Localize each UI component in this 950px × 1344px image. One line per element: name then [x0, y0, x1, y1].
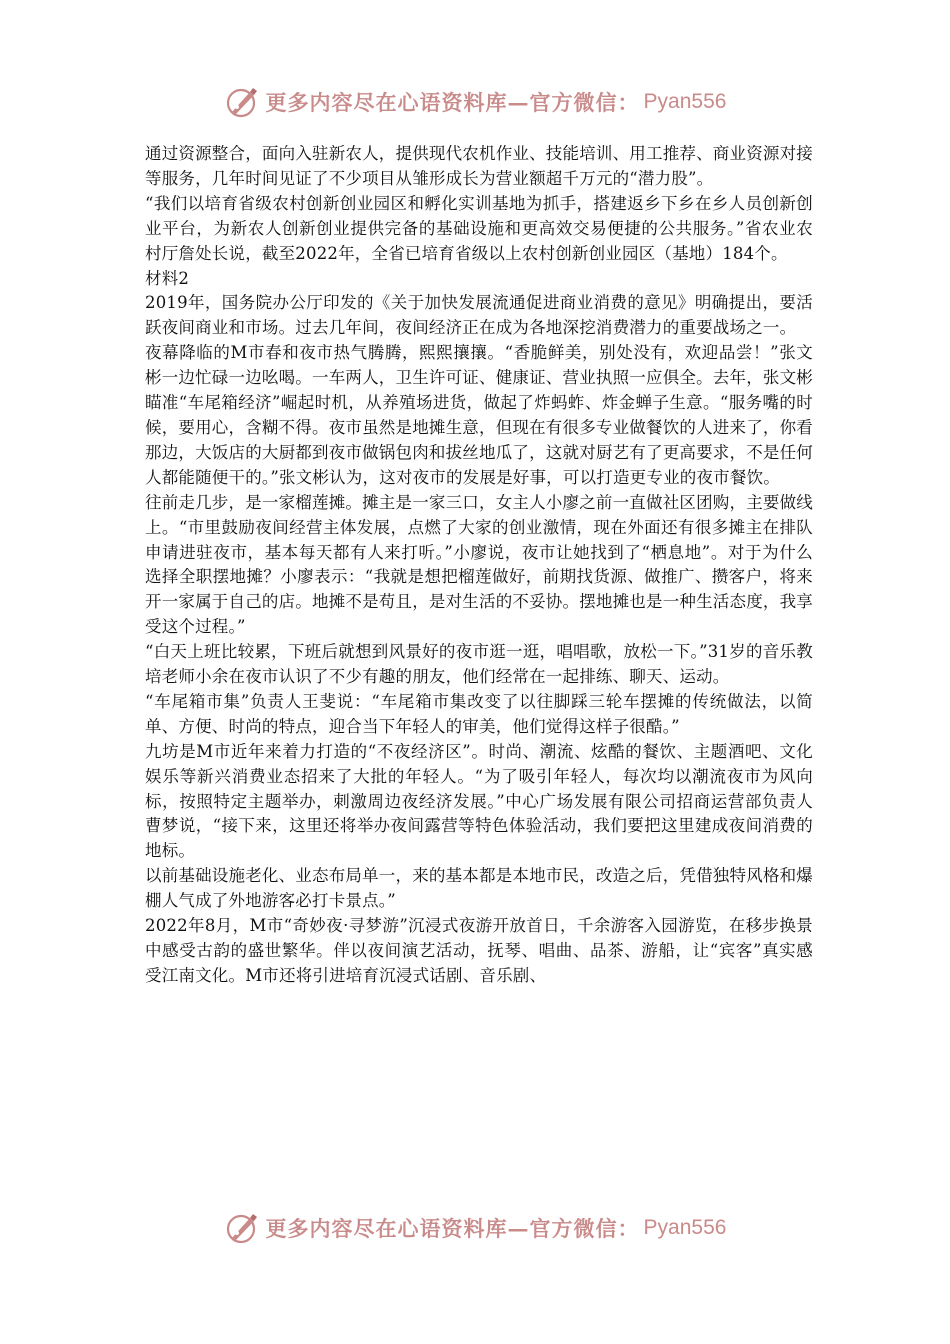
paragraph: 以前基础设施老化、业态布局单一，来的基本都是本地市民，改造之后，凭借独特风格和爆棚人气成了外地游客必打卡景点。” [145, 866, 813, 911]
paragraph: 2022年8月，M市“奇妙夜·寻梦游”沉浸式夜游开放首日，千余游客入园游览，在移步换景中感受古韵的盛世繁华。伴以夜间演艺活动，抚琴、唱曲、品茶、游船，让“宾客”真实感受江南文化。M市还将引进培育沉浸式话剧、音乐剧、 [145, 916, 813, 985]
section-heading: 材料2 [145, 268, 190, 288]
paragraph: “白天上班比较累，下班后就想到风景好的夜市逛一逛，唱唱歌，放松一下。”31岁的音乐教培老师小余在夜市认识了不少有趣的朋友，他们经常在一起排练、聊天、运动。 [145, 642, 813, 687]
paragraph: “我们以培育省级农村创新创业园区和孵化实训基地为抓手，搭建返乡下乡在乡人员创新创业平台，为新农人创新创业提供完备的基础设施和更高效交易便捷的公共服务。”省农业农村厅詹处长说，截至2022年，全省已培育省级以上农村创新创业园区（基地）184个。 [145, 193, 813, 263]
pen-logo-icon [224, 84, 260, 120]
paragraph: 通过资源整合，面向入驻新农人，提供现代农机作业、技能培训、用工推荐、商业资源对接等服务，几年时间见证了不少项目从雏形成长为营业额超千万元的“潜力股”。 [145, 144, 813, 188]
paragraph: 九坊是M市近年来着力打造的“不夜经济区”。时尚、潮流、炫酷的餐饮、主题酒吧、文化娱乐等新兴消费业态招来了大批的年轻人。“为了吸引年轻人，每次均以潮流夜市为风向标，按照特定主题举办，刺激周边夜经济发展。”中心广场发展有限公司招商运营部负责人曹梦说，“接下来，这里还将举办夜间露营等特色体验活动，我们要把这里建成夜间消费的地标。 [145, 741, 813, 861]
pen-logo-icon [224, 1210, 260, 1246]
paragraph: 2019年，国务院办公厅印发的《关于加快发展流通促进商业消费的意见》明确提出，要活跃夜间商业和市场。过去几年间，夜间经济正在成为各地深挖消费潜力的重要战场之一。 [145, 293, 813, 338]
header-banner [0, 82, 950, 122]
paragraph: 夜幕降临的M市春和夜市热气腾腾，熙熙攘攘。“香脆鲜美，别处没有，欢迎品尝！”张文彬一边忙碌一边吆喝。一车两人，卫生许可证、健康证、营业执照一应俱全。去年，张文彬瞄准“车尾箱经济”崛起时机，从养殖场进货，做起了炸蚂蚱、炸金蝉子生意。“服务嘴的时候，要用心，含糊不得。夜市虽然是地摊生意，但现在有很多专业做餐饮的人进来了，你看那边，大饭店的大厨都到夜市做锅包肉和拔丝地瓜了，这就对厨艺有了更高要求，不是任何人都能随便干的。”张文彬认为，这对夜市的发展是好事，可以打造更专业的夜市餐饮。 [145, 343, 813, 487]
wechat-id: Pyan556 [643, 90, 727, 113]
banner-text: 更多内容尽在心语资料库—官方微信： [265, 90, 640, 115]
footer-banner [0, 1208, 950, 1248]
document-body [145, 142, 813, 989]
banner-text: 更多内容尽在心语资料库—官方微信： [265, 1216, 640, 1241]
paragraph: 往前走几步，是一家榴莲摊。摊主是一家三口，女主人小廖之前一直做社区团购，主要做线上。“市里鼓励夜间经营主体发展，点燃了大家的创业激情，现在外面还有很多摊主在排队申请进驻夜市，基本每天都有人来打听。”小廖说，夜市让她找到了“栖息地”。对于为什么选择全职摆地摊？小廖表示：“我就是想把榴莲做好，前期找货源、做推广、攒客户，将来开一家属于自己的店。地摊不是苟且，是对生活的不妥协。摆地摊也是一种生活态度，我享受这个过程。” [145, 492, 813, 637]
wechat-id: Pyan556 [643, 1216, 727, 1239]
paragraph: “车尾箱市集”负责人王斐说：“车尾箱市集改变了以往脚踩三轮车摆摊的传统做法，以简单、方便、时尚的特点，迎合当下年轻人的审美，他们觉得这样子很酷。” [145, 691, 813, 736]
